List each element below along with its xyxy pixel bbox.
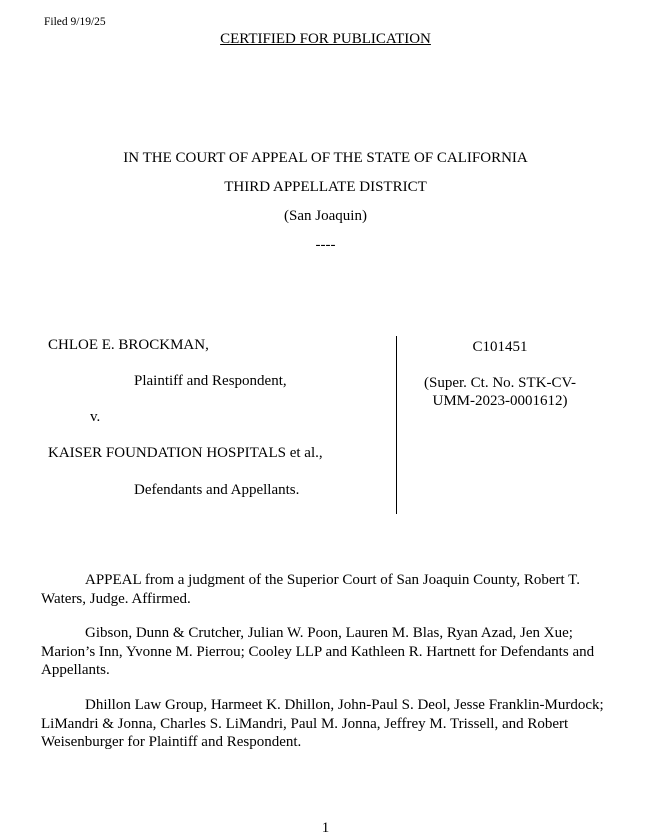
court-name: IN THE COURT OF APPEAL OF THE STATE OF CALIFORNIA xyxy=(123,150,528,166)
filed-date: Filed 9/19/25 xyxy=(44,16,106,28)
superior-court-case-line2: UMM-2023-0001612) xyxy=(432,393,568,409)
certified-for-publication: CERTIFIED FOR PUBLICATION xyxy=(220,31,431,47)
defendants-counsel-paragraph: Gibson, Dunn & Crutcher, Julian W. Poon, Lauren M. Blas, Ryan Azad, Jen Xue; Marion’s Inn, Yvonne M. Pierrou; Cooley LLP and Kathleen R. Hartnett for Defendants and Appellants. xyxy=(41,625,595,678)
defendant-name: KAISER FOUNDATION HOSPITALS et al., xyxy=(48,445,323,461)
separator: ---- xyxy=(315,237,336,253)
plaintiff-name: CHLOE E. BROCKMAN, xyxy=(48,337,209,353)
appeal-paragraph: APPEAL from a judgment of the Superior Court of San Joaquin County, Robert T. Waters, Judge. Affirmed. xyxy=(41,572,580,607)
superior-court-case-line1: (Super. Ct. No. STK-CV- xyxy=(424,375,576,391)
defendant-role: Defendants and Appellants. xyxy=(134,482,300,498)
caption-divider xyxy=(396,336,397,514)
plaintiff-role: Plaintiff and Respondent, xyxy=(134,373,287,389)
appellate-district: THIRD APPELLATE DISTRICT xyxy=(224,179,427,195)
page-number: 1 xyxy=(321,820,330,836)
county: (San Joaquin) xyxy=(284,208,367,224)
plaintiff-counsel-paragraph: Dhillon Law Group, Harmeet K. Dhillon, John-Paul S. Deol, Jesse Franklin-Murdock; LiMandri & Jonna, Charles S. LiMandri, Paul M. Jonna, Jeffrey M. Trissell, and Robert Weisenburger for Plaintiff and Respondent. xyxy=(41,697,604,750)
case-number: C101451 xyxy=(472,339,528,355)
versus: v. xyxy=(90,409,101,425)
